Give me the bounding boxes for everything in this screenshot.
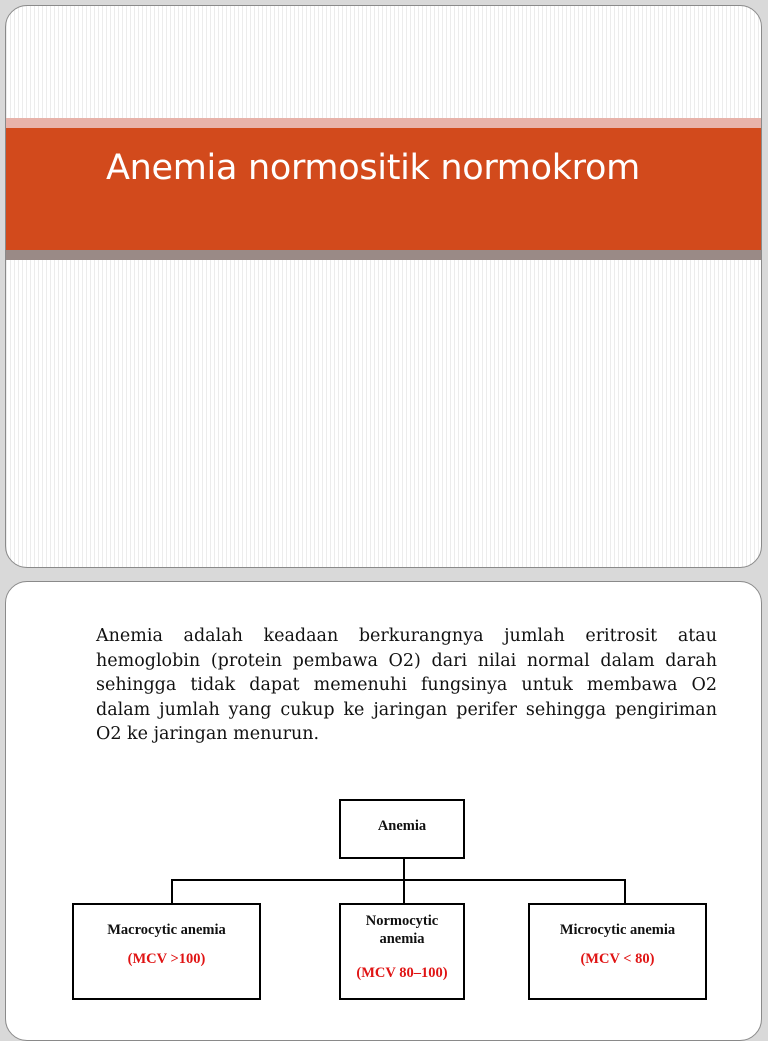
connector-left-drop	[171, 879, 173, 903]
content-slide	[5, 581, 762, 1041]
title-band	[6, 128, 761, 250]
macrocytic-mcv: (MCV >100)	[127, 951, 206, 967]
title-accent-bar-bottom	[6, 250, 761, 260]
normocytic-box	[339, 903, 465, 1000]
microcytic-label: Microcytic anemia	[559, 922, 676, 938]
title-accent-bar-top	[6, 118, 761, 128]
connector-horizontal	[171, 879, 626, 881]
anemia-root-label: Anemia	[377, 818, 427, 834]
macrocytic-label: Macrocytic anemia	[107, 922, 226, 938]
title-slide	[5, 5, 762, 568]
definition-paragraph: Anemia adalah keadaan berkurangnya jumlah eritrosit atau hemoglobin (protein pembawa O2) dari nilai normal dalam darah sehingga tidak dapat memenuhi fungsinya untuk membawa O2 dalam jumlah yang cukup ke jaringan perifer sehingga pengiriman O2 ke jaringan menurun.	[96, 626, 717, 744]
slide-title: Anemia normositik normokrom	[106, 148, 640, 188]
connector-right-drop	[624, 879, 626, 903]
microcytic-mcv: (MCV < 80)	[580, 951, 655, 967]
normocytic-mcv: (MCV 80–100)	[356, 965, 448, 981]
microcytic-box	[528, 903, 707, 1000]
macrocytic-box	[72, 903, 261, 1000]
connector-root-stem	[403, 859, 405, 880]
normocytic-label: Normocytic anemia	[365, 913, 439, 947]
anemia-root-box	[339, 799, 465, 859]
connector-middle-drop	[403, 879, 405, 903]
